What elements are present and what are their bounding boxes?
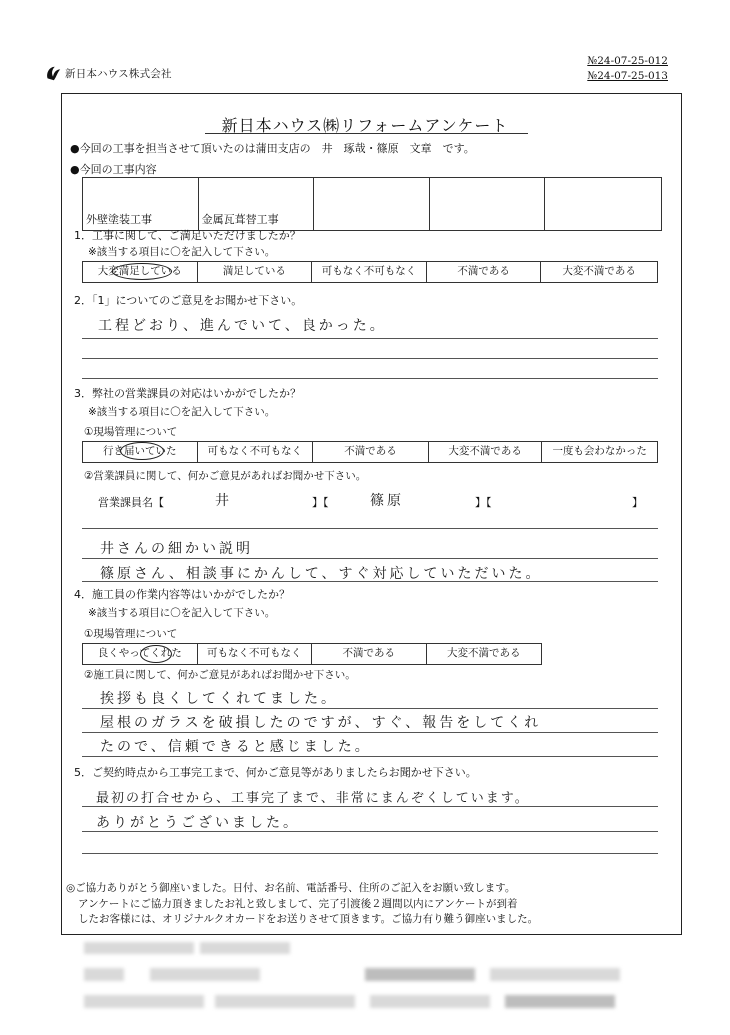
intro-text: ●今回の工事を担当させて頂いたのは蒲田支店の 井 琢哉・篠原 文章 です。: [70, 142, 475, 155]
answer-line: [82, 358, 658, 359]
answer-line: [82, 378, 658, 379]
work-table: [82, 177, 662, 231]
q4-option-neutral[interactable]: 可もなく不可もなく: [198, 644, 313, 664]
redacted-block: [490, 968, 620, 981]
q3-sub1: ①現場管理について: [84, 426, 178, 438]
staff-name-1: 井: [215, 493, 232, 509]
q3-heading: 3．弊社の営業課員の対応はいかがでしたか？: [74, 387, 301, 400]
answer-line: [82, 806, 658, 807]
redacted-block: [200, 942, 290, 954]
redacted-block: [370, 995, 490, 1008]
q3-option-attentive[interactable]: 行き届いていた: [83, 442, 198, 462]
answer-line: [82, 558, 658, 559]
q3-option-dissatisfied[interactable]: 不満である: [313, 442, 429, 462]
q3-option-never-met[interactable]: 一度も会わなかった: [552, 445, 647, 457]
q3-answer-2: 篠原さん、相談事にかんして、すぐ対応していただいた。: [100, 566, 543, 582]
redacted-block: [84, 968, 124, 981]
answer-line: [82, 756, 658, 757]
company-logo: [44, 64, 172, 82]
staff-bracket: 】: [632, 496, 643, 509]
q5-heading: 5．ご契約時点から工事完工まで、何かご意見等がありましたらお聞かせ下さい。: [74, 766, 477, 779]
answer-line: [82, 581, 658, 582]
q3-note: ※該当する項目に〇を記入して下さい。: [88, 406, 276, 418]
q1-option-very-dissatisfied[interactable]: 大変不満である: [562, 265, 636, 277]
redacted-block: [365, 968, 475, 981]
q5-answer-2: ありがとうございました。: [96, 815, 300, 831]
staff-bracket: 】【: [475, 496, 492, 509]
q1-heading: 1．工事に関して、ご満足いただけましたか？: [74, 229, 301, 242]
q3-sub2: ②営業課員に関して、何かご意見があればお聞かせ下さい。: [84, 470, 367, 482]
q5-answer-1: 最初の打合せから、工事完了まで、非常にまんぞくしています。: [96, 791, 530, 806]
footer-line-2: アンケートにご協力頂きましたお礼と致しまして、完了引渡後２週間以内にアンケートが到着: [78, 898, 518, 910]
answer-line: [82, 528, 658, 529]
answer-line: [82, 732, 658, 733]
q4-sub2: ②施工員に関して、何かご意見があればお聞かせ下さい。: [84, 669, 356, 681]
q4-answer-1: 挨拶も良くしてくれてました。: [100, 691, 338, 707]
work-cell: 外壁塗装工事: [83, 178, 199, 230]
q4-option-dissatisfied[interactable]: 不満である: [312, 644, 427, 664]
footer-line-1: ◎ご協力ありがとう御座いました。日付、お名前、電話番号、住所のご記入をお願い致します。: [66, 882, 516, 894]
q4-option-good-work[interactable]: 良くやってくれた: [83, 644, 198, 664]
company-name: 新日本ハウス株式会社: [65, 67, 172, 80]
doc-number-1: №24-07-25-012: [587, 55, 668, 67]
q4-heading: 4．施工員の作業内容等はいかがでしたか？: [74, 588, 290, 601]
work-cell: [545, 178, 661, 230]
q1-option-neutral[interactable]: 可もなく不可もなく: [312, 262, 427, 282]
answer-line: [82, 708, 658, 709]
q2-heading: 2．「1」についてのご意見をお聞かせ下さい。: [74, 294, 303, 307]
form-title: 新日本ハウス㈱リフォームアンケート: [221, 116, 509, 135]
q3-options: [82, 441, 658, 463]
company-logo-icon: [44, 64, 62, 82]
work-cell: 金属瓦葺替工事: [199, 178, 315, 230]
q3-selection-circle: [120, 442, 164, 460]
work-cell: [314, 178, 430, 230]
work-heading: ●今回の工事内容: [70, 163, 157, 176]
footer-line-3: したお客様には、オリジナルクオカードをお送りさせて頂きます。ご協力有り難う御座いました。: [78, 913, 539, 925]
title-underline: [205, 133, 528, 134]
q3-option-very-dissatisfied[interactable]: 大変不満である: [429, 442, 543, 462]
answer-line: [82, 338, 658, 339]
redacted-block: [505, 995, 615, 1008]
q4-note: ※該当する項目に〇を記入して下さい。: [88, 607, 276, 619]
doc-number-2: №24-07-25-013: [587, 70, 668, 82]
staff-bracket: 】【: [312, 496, 329, 509]
redacted-block: [84, 942, 194, 954]
q4-option-very-dissatisfied[interactable]: 大変不満である: [447, 647, 521, 659]
work-cell: [430, 178, 546, 230]
q4-sub1: ①現場管理について: [84, 628, 178, 640]
q3-answer-1: 井さんの細かい説明: [100, 541, 253, 557]
q1-option-satisfied[interactable]: 満足している: [198, 262, 313, 282]
redacted-block: [84, 995, 204, 1008]
staff-name-2: 篠原: [370, 493, 404, 509]
q4-selection-circle: [140, 645, 172, 663]
q1-option-dissatisfied[interactable]: 不満である: [427, 262, 542, 282]
redacted-block: [150, 968, 260, 981]
answer-line: [82, 853, 658, 854]
q1-note: ※該当する項目に〇を記入して下さい。: [88, 246, 276, 258]
q4-answer-2: 屋根のガラスを破損したのですが、すぐ、報告をしてくれ: [100, 715, 542, 731]
staff-name-label: 営業課員名【: [98, 496, 164, 509]
q4-answer-3: たので、信頼できると感じました。: [100, 739, 372, 755]
answer-line: [82, 831, 658, 832]
q1-selection-circle: [112, 263, 172, 280]
redacted-block: [215, 995, 355, 1008]
q2-answer: 工程どおり、進んでいて、良かった。: [98, 318, 387, 334]
q3-option-neutral[interactable]: 可もなく不可もなく: [198, 442, 314, 462]
q1-option-very-satisfied[interactable]: 大変満足している: [83, 262, 198, 282]
